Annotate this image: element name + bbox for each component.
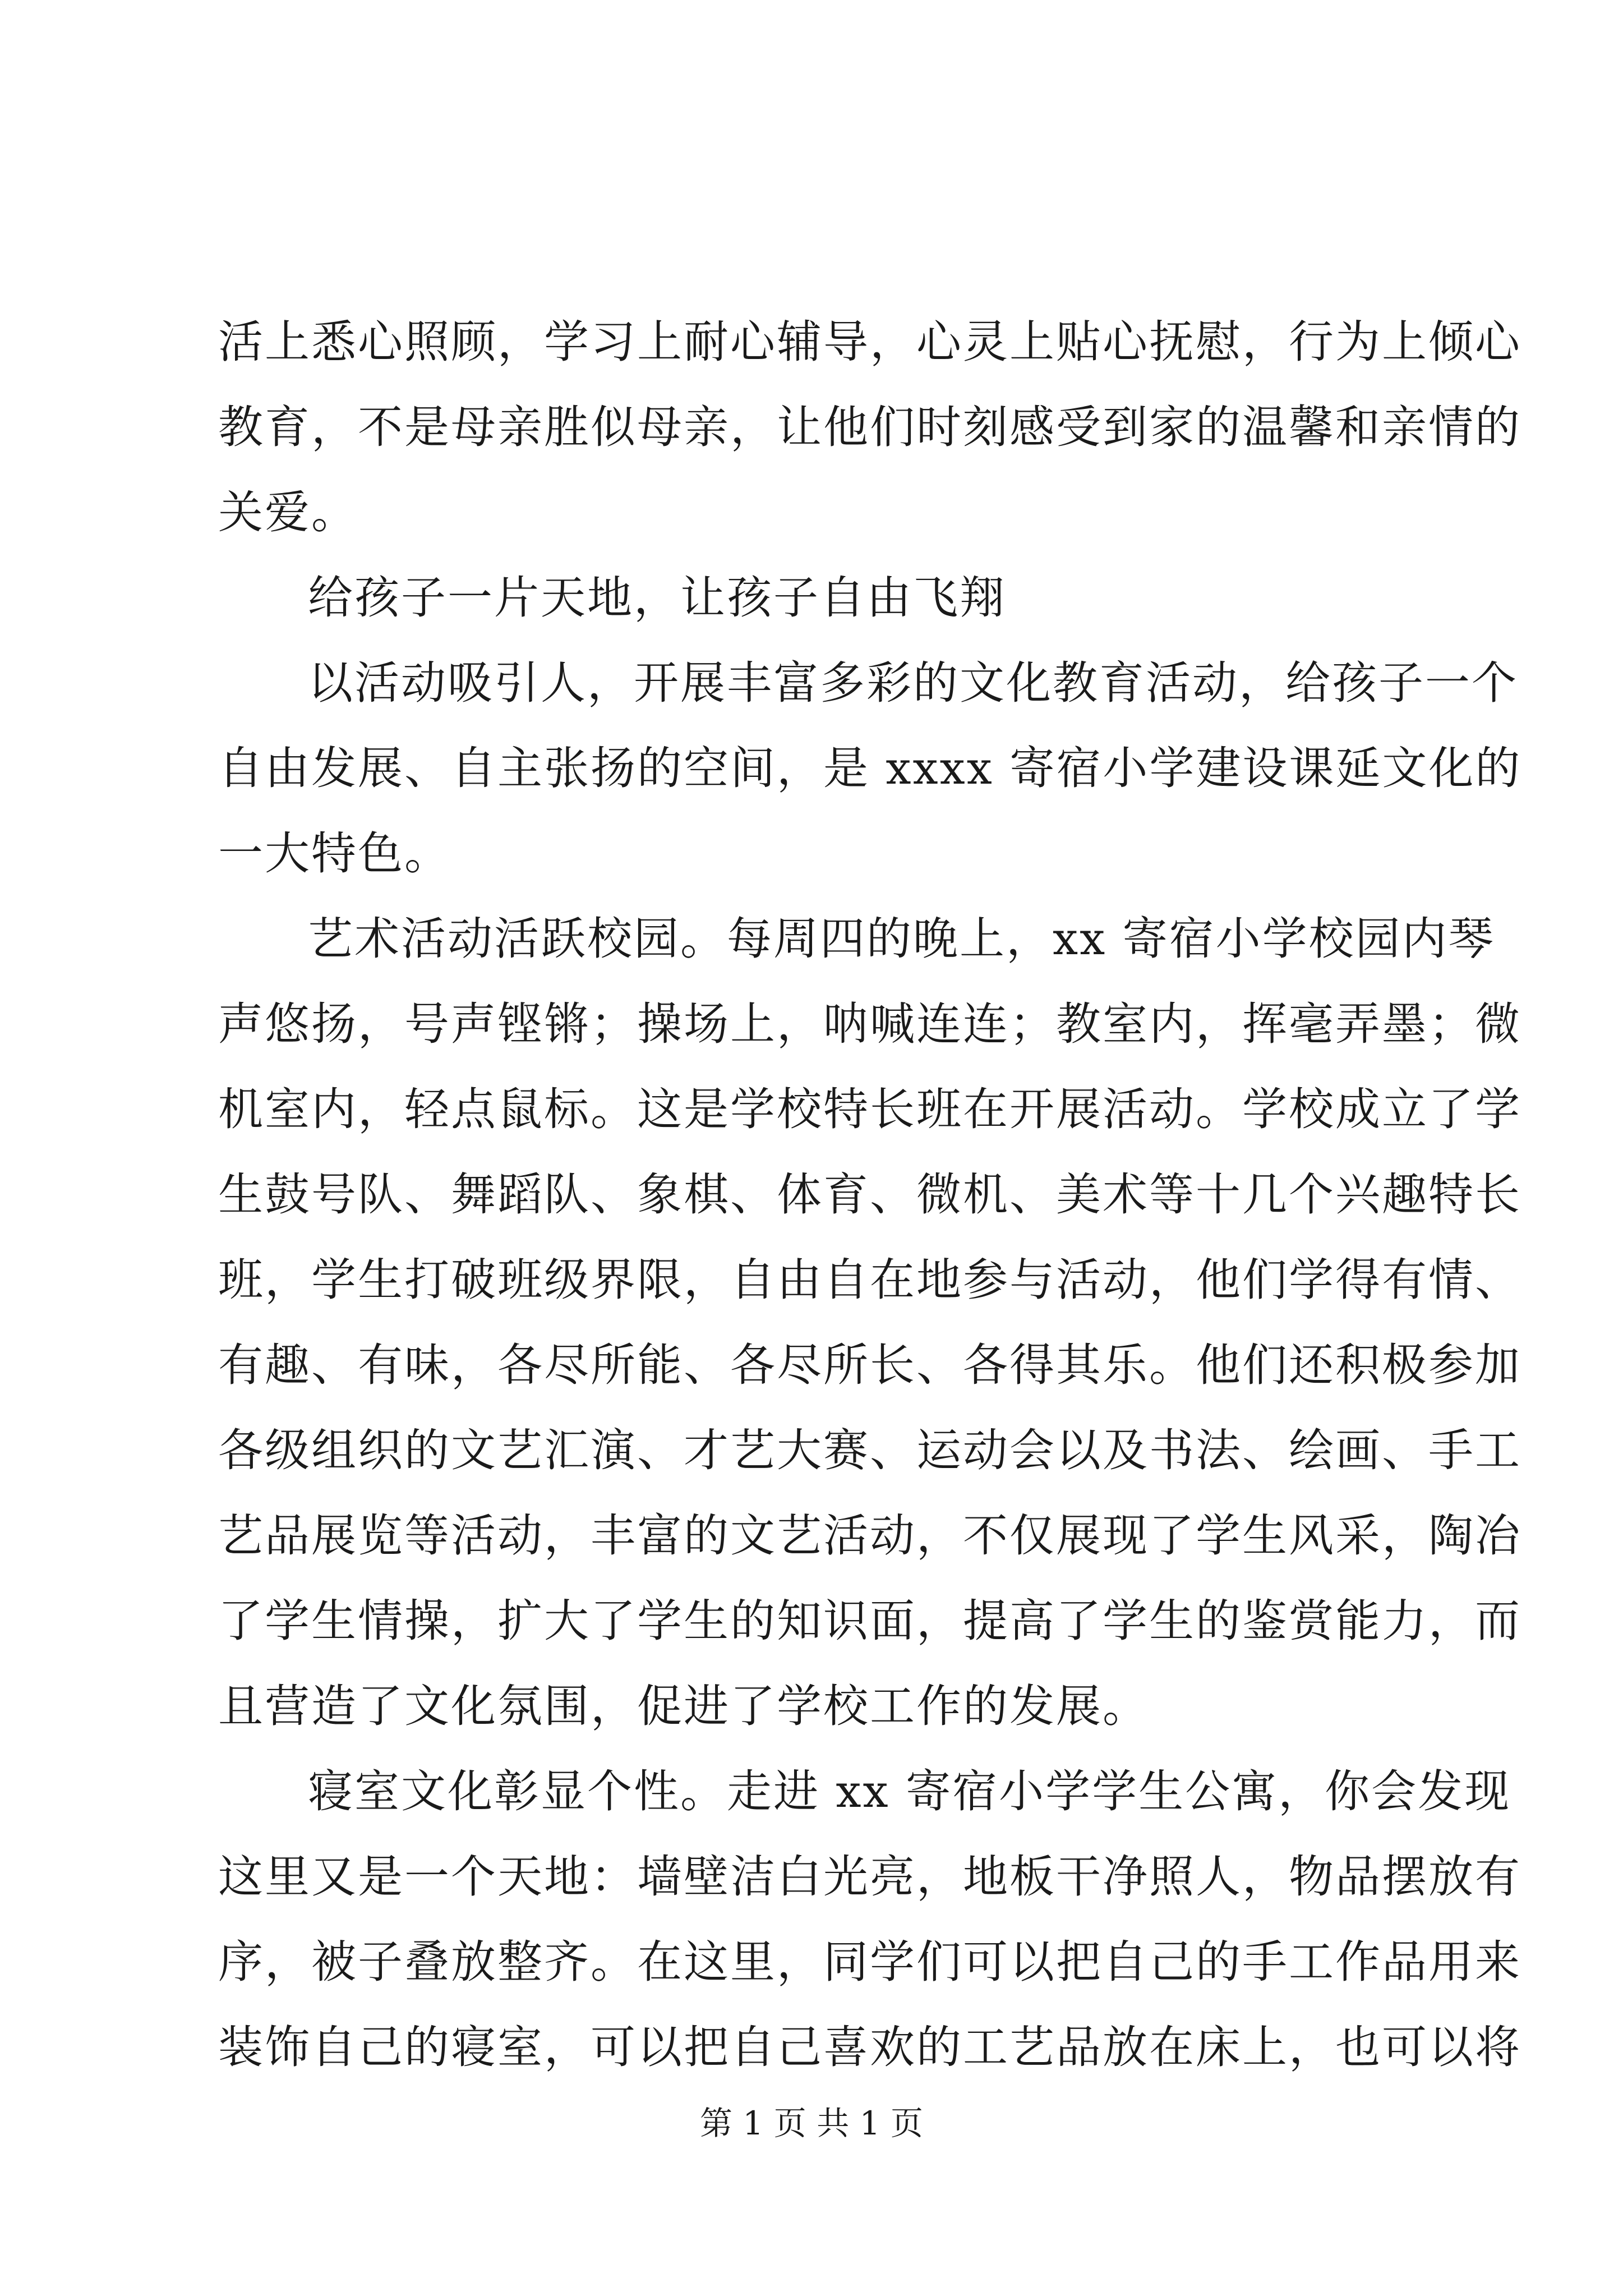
page-footer [0, 2101, 1623, 2146]
text-line: 艺品展览等活动，丰富的文艺活动，不仅展现了学生风采，陶冶 [218, 1510, 1521, 1562]
text-line: 教育，不是母亲胜似母亲，让他们时刻感受到家的温馨和亲情的 [218, 401, 1521, 453]
page-number-label: 第 1 页 共 1 页 [700, 2104, 923, 2142]
text-line: 自由发展、自主张扬的空间，是 xxxx 寄宿小学建设课延文化的 [218, 742, 1522, 794]
section-heading: 给孩子一片天地，让孩子自由飞翔 [308, 572, 1006, 624]
text-line: 活上悉心照顾，学习上耐心辅导，心灵上贴心抚慰，行为上倾心 [218, 316, 1521, 368]
text-line: 各级组织的文艺汇演、才艺大赛、运动会以及书法、绘画、手工 [218, 1424, 1521, 1476]
text-line: 机室内，轻点鼠标。这是学校特长班在开展活动。学校成立了学 [218, 1083, 1521, 1135]
text-line: 寝室文化彰显个性。走进 xx 寄宿小学学生公寓，你会发现 [308, 1765, 1511, 1818]
text-line: 关爱。 [218, 486, 358, 539]
text-line: 生鼓号队、舞蹈队、象棋、体育、微机、美术等十几个兴趣特长 [218, 1168, 1521, 1221]
text-line: 了学生情操，扩大了学生的知识面，提高了学生的鉴赏能力，而 [218, 1595, 1521, 1647]
text-line: 以活动吸引人，开展丰富多彩的文化教育活动，给孩子一个 [308, 657, 1518, 709]
text-line: 这里又是一个天地：墙壁洁白光亮，地板干净照人，物品摆放有 [218, 1851, 1521, 1903]
text-line: 一大特色。 [218, 827, 451, 880]
text-line: 班，学生打破班级界限，自由自在地参与活动，他们学得有情、 [218, 1254, 1521, 1306]
text-line: 艺术活动活跃校园。每周四的晚上，xx 寄宿小学校园内琴 [308, 913, 1495, 965]
text-line: 有趣、有味，各尽所能、各尽所长、各得其乐。他们还积极参加 [218, 1339, 1521, 1391]
text-line: 且营造了文化氛围，促进了学校工作的发展。 [218, 1680, 1149, 1732]
text-line: 装饰自己的寝室，可以把自己喜欢的工艺品放在床上，也可以将 [218, 2021, 1521, 2073]
document-body [218, 300, 1522, 2090]
text-line: 序，被子叠放整齐。在这里，同学们可以把自己的手工作品用来 [218, 1936, 1521, 1988]
text-line: 声悠扬，号声铿锵；操场上，呐喊连连；教室内，挥毫弄墨；微 [218, 998, 1521, 1050]
